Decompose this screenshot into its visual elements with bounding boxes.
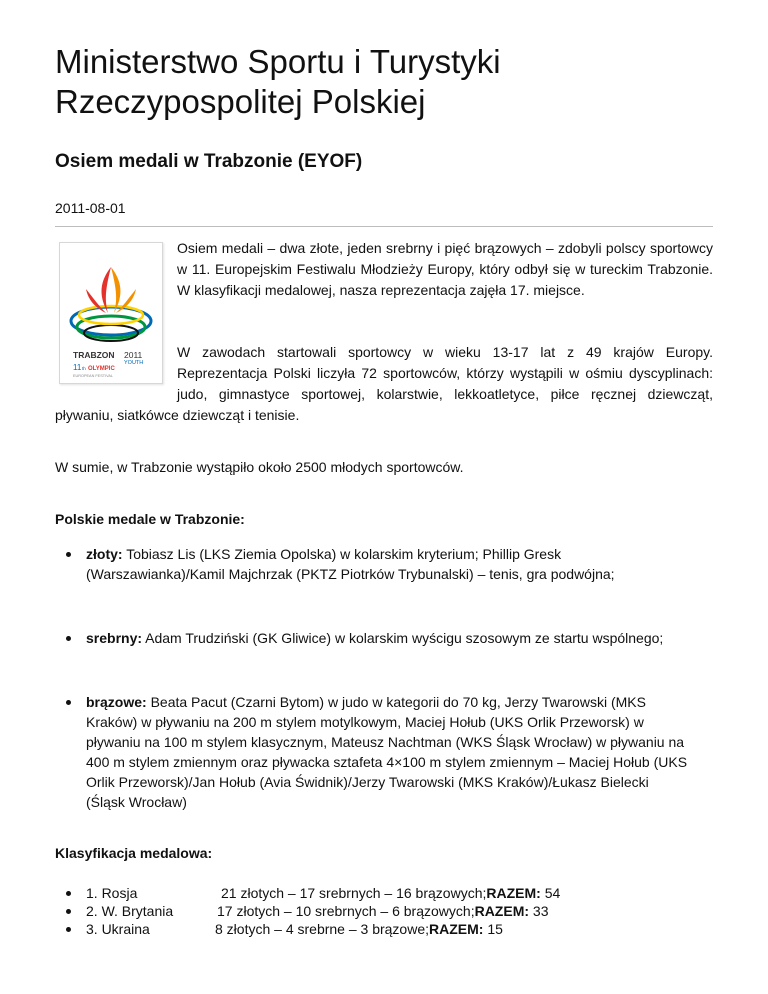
logo-text-11: 11 xyxy=(73,363,82,372)
classification-row xyxy=(55,920,713,938)
logo-text-th: th xyxy=(82,366,86,371)
rank-stats: 21 złotych – 17 srebrnych – 16 brązowych;RAZEM: 54 xyxy=(221,885,561,901)
medal-label: srebrny: xyxy=(86,630,143,646)
medals-heading: Polskie medale w Trabzonie: xyxy=(55,511,245,527)
classification-row xyxy=(55,902,713,920)
site-title-line1: Ministerstwo Sportu i Turystyki xyxy=(55,43,501,80)
classification-row xyxy=(55,884,713,902)
medal-label: złoty: xyxy=(86,546,123,562)
rank-country: 3. Ukraina xyxy=(86,921,150,937)
trabzon-logo-icon xyxy=(60,243,162,383)
article-date: 2011-08-01 xyxy=(55,200,126,216)
rank-stats: 8 złotych – 4 srebrne – 3 brązowe;RAZEM: 15 xyxy=(215,921,503,937)
article-paragraph-3: W sumie, w Trabzonie wystąpiło około 2500 młodych sportowców. xyxy=(55,459,464,475)
medal-item-bronze xyxy=(55,692,713,812)
medal-label: brązowe: xyxy=(86,694,147,710)
classification-heading: Klasyfikacja medalowa: xyxy=(55,845,213,861)
medal-text: Beata Pacut (Czarni Bytom) w judo w kategorii do 70 kg, Jerzy Twarowski (MKS Kraków) w pływaniu na 200 m stylem motylkowym, Maciej Hołub (UKS Orlik Przeworsk) w pływaniu na 100 m stylem klasycznym, Mateusz Nachtman (WKS Śląsk Wrocław) w pływaniu na 400 m stylem zmiennym oraz pływacka sztafeta 4×100 m stylem zmiennym – Maciej Hołub (UKS Orlik Przeworsk)/Jan Hołub (Avia Świdnik)/Jerzy Twarowski (MKS Kraków)/Łukasz Bielecki (Śląsk Wrocław) xyxy=(86,694,688,810)
divider xyxy=(55,226,713,227)
trabzon-2011-logo-image xyxy=(59,242,163,384)
logo-text-youth: YOUTH xyxy=(124,360,144,366)
article-intro xyxy=(55,238,713,426)
medal-text: Adam Trudziński (GK Gliwice) w kolarskim wyścigu szosowym ze startu wspólnego; xyxy=(142,630,664,646)
logo-text-year: 2011 xyxy=(124,350,143,360)
article-paragraph-1: Osiem medali – dwa złote, jeden srebrny i pięć brązowych – zdobyli polscy sportowcy w 11. Europejskim Festiwalu Młodzieży Europy, który odbył się w tureckim Trabzonie. W klasyfikacji medalowej, nasza reprezentacja zajęła 17. miejsce. xyxy=(177,240,713,298)
logo-text-trabzon: TRABZON xyxy=(73,350,115,360)
rank-stats: 17 złotych – 10 srebrnych – 6 brązowych;RAZEM: 33 xyxy=(217,903,549,919)
rank-country: 2. W. Brytania xyxy=(86,903,174,919)
logo-text-festival: EUROPEAN FESTIVAL xyxy=(73,374,114,378)
site-title xyxy=(55,42,713,122)
site-title-line2: Rzeczypospolitej Polskiej xyxy=(55,83,426,120)
classification-list xyxy=(55,884,713,938)
logo-text-olympic: OLYMPIC xyxy=(88,366,115,372)
article-title: Osiem medali w Trabzonie (EYOF) xyxy=(55,151,363,172)
medal-item-gold xyxy=(55,544,713,584)
article-paragraph-2: W zawodach startowali sportowcy w wieku 13-17 lat z 49 krajów Europy. Reprezentacja Polski liczyła 72 sportowców, którzy wystąpili w ośmiu dyscyplinach: judo, gimnastyce sportowej, kolarstwie, lekkoatletyce, piłce ręcznej dziewcząt, pływaniu, siatkówce dziewcząt i tenisie. xyxy=(55,344,713,423)
rank-country: 1. Rosja xyxy=(86,885,138,901)
medals-list xyxy=(55,544,713,812)
page xyxy=(55,42,713,938)
medal-item-silver xyxy=(55,628,713,648)
medal-text: Tobiasz Lis (LKS Ziemia Opolska) w kolarskim kryterium; Phillip Gresk (Warszawianka)/Kamil Majchrzak (PKTZ Piotrków Trybunalski) – tenis, gra podwójna; xyxy=(86,546,615,582)
